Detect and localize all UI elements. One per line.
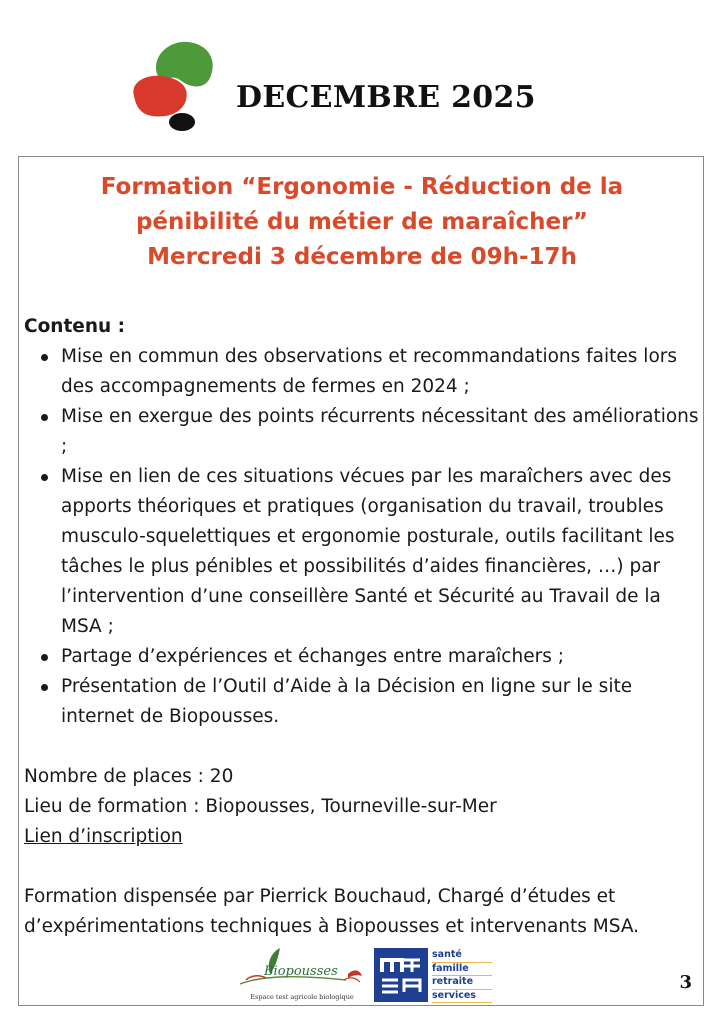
biopousses-caption: Espace test agricole biologique [250, 993, 354, 1001]
page-title: DECEMBRE 2025 [236, 80, 536, 115]
event-date-line: Mercredi 3 décembre de 09h-17h [147, 244, 577, 270]
list-item: Mise en lien de ces situations vécues par les maraîchers avec des apports théoriques et pratiques (organisation du travail, troubles musculo-squelettiques et ergonomie posturale, outils facilitant les tâches le plus pénibles et possibilités d’aides financières, …) par l’intervention d’une conseillère Santé et Sécurité au Travail de la MSA ; [24, 462, 700, 642]
black-pebble-shape [169, 113, 195, 131]
page-number: 3 [679, 972, 692, 993]
brand-logo-icon [128, 38, 220, 134]
registration-link[interactable]: Lien d’inscription [24, 826, 183, 847]
list-item: Mise en exergue des points récurrents nécessitant des améliorations ; [24, 402, 700, 462]
trainer-credit: Formation dispensée par Pierrick Bouchaud, Chargé d’études et d’expérimentations techniques à Biopousses et intervenants MSA. [24, 886, 640, 937]
event-title-line: Formation “Ergonomie - Réduction de la [100, 174, 624, 200]
event-title-line: pénibilité du métier de maraîcher” [135, 209, 589, 235]
training-location: Lieu de formation : Biopousses, Tourneville-sur-Mer [24, 796, 497, 817]
biopousses-name: Biopousses [264, 964, 338, 979]
msa-logo [374, 948, 494, 1004]
list-item: Présentation de l’Outil d’Aide à la Décision en ligne sur le site internet de Biopousses. [24, 672, 700, 732]
places-count: Nombre de places : 20 [24, 766, 234, 787]
event-body [24, 312, 700, 942]
msa-line: santé [432, 949, 492, 963]
msa-line: services [432, 990, 492, 1004]
msa-tagline [432, 949, 492, 1003]
partner-logos [236, 944, 496, 1006]
biopousses-logo [236, 944, 368, 1006]
msa-emblem-icon [374, 948, 428, 1002]
list-item: Partage d’expériences et échanges entre maraîchers ; [24, 642, 700, 672]
event-title [0, 170, 724, 275]
red-blob-shape [133, 76, 186, 117]
list-item: Mise en commun des observations et recommandations faites lors des accompagnements de fermes en 2024 ; [24, 342, 700, 402]
msa-line: retraite [432, 976, 492, 990]
content-list [24, 342, 700, 732]
content-label: Contenu : [24, 316, 126, 337]
msa-line: famille [432, 963, 492, 977]
